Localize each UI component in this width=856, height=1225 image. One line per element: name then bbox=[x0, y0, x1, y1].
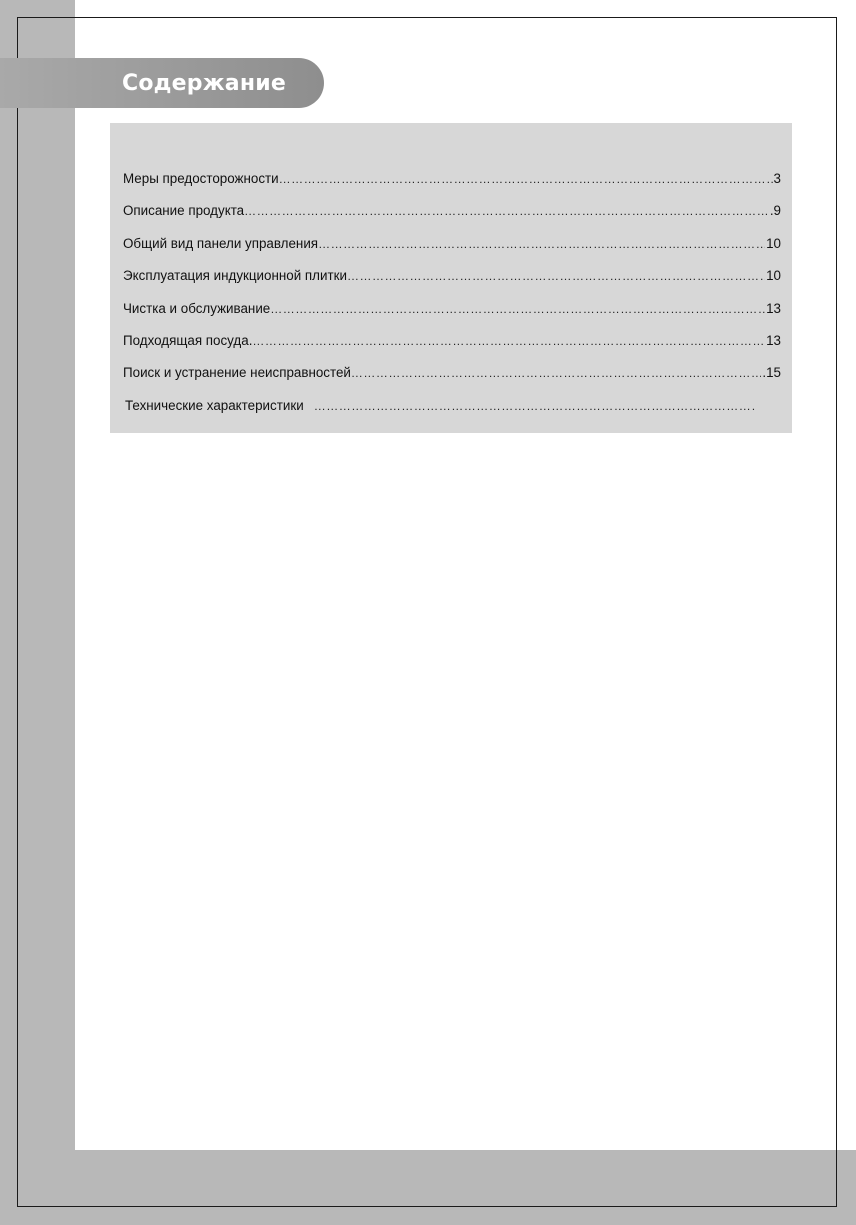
toc-list bbox=[123, 171, 781, 430]
title-tab bbox=[0, 58, 324, 108]
table-of-contents bbox=[110, 123, 792, 433]
toc-leader-dots bbox=[270, 302, 765, 316]
left-decor-bar bbox=[0, 0, 75, 1225]
toc-entry-page: .9 bbox=[769, 203, 781, 219]
toc-leader-dots bbox=[252, 334, 765, 348]
toc-entry-label: Общий вид панели управления bbox=[123, 235, 319, 251]
toc-entry-page: 10 bbox=[766, 268, 781, 284]
toc-entry-page: .15 bbox=[762, 365, 781, 381]
toc-entry-specifications[interactable] bbox=[123, 398, 781, 430]
toc-entry-product-description[interactable] bbox=[123, 203, 781, 235]
toc-entry-page: 13 bbox=[766, 332, 781, 348]
toc-leader-dots bbox=[314, 399, 756, 413]
page-title: Содержание bbox=[122, 70, 286, 96]
toc-leader-dots bbox=[279, 172, 773, 186]
toc-entry-troubleshooting[interactable] bbox=[123, 365, 781, 397]
toc-entry-operation[interactable] bbox=[123, 268, 781, 300]
toc-entry-precautions[interactable] bbox=[123, 171, 781, 203]
toc-leader-dots bbox=[351, 366, 761, 380]
toc-entry-label: Эксплуатация индукционной плитки bbox=[123, 268, 347, 284]
toc-entry-cookware[interactable] bbox=[123, 333, 781, 365]
toc-entry-page: 3 bbox=[773, 171, 781, 186]
toc-entry-label: Подходящая посуда. bbox=[123, 332, 253, 348]
toc-entry-control-panel[interactable] bbox=[123, 236, 781, 268]
toc-leader-dots bbox=[347, 269, 765, 283]
toc-entry-label: Чистка и обслуживание bbox=[123, 300, 271, 316]
toc-entry-label: Описание продукта bbox=[123, 203, 245, 219]
bottom-decor-bar bbox=[0, 1150, 856, 1225]
toc-entry-page: 10 bbox=[766, 235, 781, 251]
toc-leader-dots bbox=[244, 204, 769, 218]
toc-entry-page: 13 bbox=[766, 300, 781, 316]
toc-entry-cleaning[interactable] bbox=[123, 301, 781, 333]
toc-leader-dots bbox=[318, 237, 765, 251]
toc-entry-label: Технические характеристики bbox=[125, 397, 304, 413]
toc-entry-label: Поиск и устранение неисправностей bbox=[123, 365, 351, 381]
toc-entry-label: Меры предосторожности bbox=[123, 171, 279, 186]
